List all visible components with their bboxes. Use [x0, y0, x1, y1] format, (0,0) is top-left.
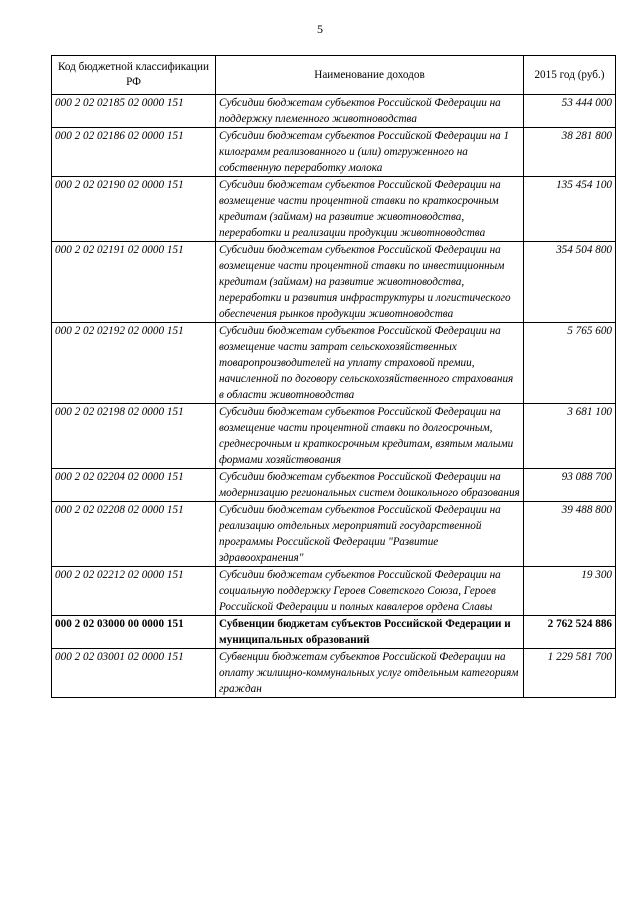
row-code: 000 2 02 02191 02 0000 151: [52, 242, 216, 323]
table-row: [52, 567, 616, 616]
table-row: [52, 323, 616, 404]
header-amount: 2015 год (руб.): [524, 56, 616, 95]
row-amount: 5 765 600: [524, 323, 616, 404]
row-amount: 93 088 700: [524, 469, 616, 502]
row-amount: 3 681 100: [524, 404, 616, 469]
row-amount: 1 229 581 700: [524, 649, 616, 698]
row-amount: 39 488 800: [524, 502, 616, 567]
row-code: 000 2 02 02186 02 0000 151: [52, 128, 216, 177]
row-code: 000 2 02 03001 02 0000 151: [52, 649, 216, 698]
revenue-table: [51, 55, 616, 698]
table-row: [52, 502, 616, 567]
row-code: 000 2 02 02190 02 0000 151: [52, 177, 216, 242]
row-code: 000 2 02 02204 02 0000 151: [52, 469, 216, 502]
row-name: Субсидии бюджетам субъектов Российской Федерации на поддержку племенного животноводства: [216, 95, 524, 128]
table-row: [52, 95, 616, 128]
row-name: Субсидии бюджетам субъектов Российской Федерации на возмещение части процентной ставки по долгосрочным, среднесрочным и краткосрочным кредитам, взятым малыми формами хозяйствования: [216, 404, 524, 469]
row-code: 000 2 02 02212 02 0000 151: [52, 567, 216, 616]
table-row: [52, 242, 616, 323]
row-amount: 38 281 800: [524, 128, 616, 177]
row-name: Субсидии бюджетам субъектов Российской Федерации на возмещение части процентной ставки по краткосрочным кредитам (займам) на развитие животноводства, переработки и реализации продукции животноводства: [216, 177, 524, 242]
row-amount: 135 454 100: [524, 177, 616, 242]
page-number: 5: [317, 22, 323, 36]
row-name: Субсидии бюджетам субъектов Российской Федерации на 1 килограмм реализованного и (или) отгруженного на собственную переработку молока: [216, 128, 524, 177]
row-code: 000 2 02 02185 02 0000 151: [52, 95, 216, 128]
table-header-row: [52, 56, 616, 95]
table-row: [52, 616, 616, 649]
row-code: 000 2 02 03000 00 0000 151: [52, 616, 216, 649]
table-row: [52, 177, 616, 242]
row-name: Субсидии бюджетам субъектов Российской Федерации на реализацию отдельных мероприятий государственной программы Российской Федерации "Развитие здравоохранения": [216, 502, 524, 567]
row-code: 000 2 02 02208 02 0000 151: [52, 502, 216, 567]
row-name: Субвенции бюджетам субъектов Российской Федерации и муниципальных образований: [216, 616, 524, 649]
row-name: Субвенции бюджетам субъектов Российской Федерации на оплату жилищно-коммунальных услуг отдельным категориям граждан: [216, 649, 524, 698]
row-name: Субсидии бюджетам субъектов Российской Федерации на возмещение части процентной ставки по инвестиционным кредитам (займам) на развитие животноводства, переработки и развития инфраструктуры и логистического обеспечения рынков продукции животноводства: [216, 242, 524, 323]
row-name: Субсидии бюджетам субъектов Российской Федерации на возмещение части затрат сельскохозяйственных товаропроизводителей на уплату страховой премии, начисленной по договору сельскохозяйственного страхования в области животноводства: [216, 323, 524, 404]
row-name: Субсидии бюджетам субъектов Российской Федерации на модернизацию региональных систем дошкольного образования: [216, 469, 524, 502]
row-name: Субсидии бюджетам субъектов Российской Федерации на социальную поддержку Героев Советского Союза, Героев Российской Федерации и полных кавалеров ордена Славы: [216, 567, 524, 616]
row-amount: 2 762 524 886: [524, 616, 616, 649]
table-row: [52, 404, 616, 469]
table-row: [52, 128, 616, 177]
header-code: Код бюджетной классификации РФ: [52, 56, 216, 95]
row-amount: 354 504 800: [524, 242, 616, 323]
row-amount: 19 300: [524, 567, 616, 616]
table-row: [52, 649, 616, 698]
row-code: 000 2 02 02198 02 0000 151: [52, 404, 216, 469]
row-code: 000 2 02 02192 02 0000 151: [52, 323, 216, 404]
table-row: [52, 469, 616, 502]
row-amount: 53 444 000: [524, 95, 616, 128]
header-name: Наименование доходов: [216, 56, 524, 95]
